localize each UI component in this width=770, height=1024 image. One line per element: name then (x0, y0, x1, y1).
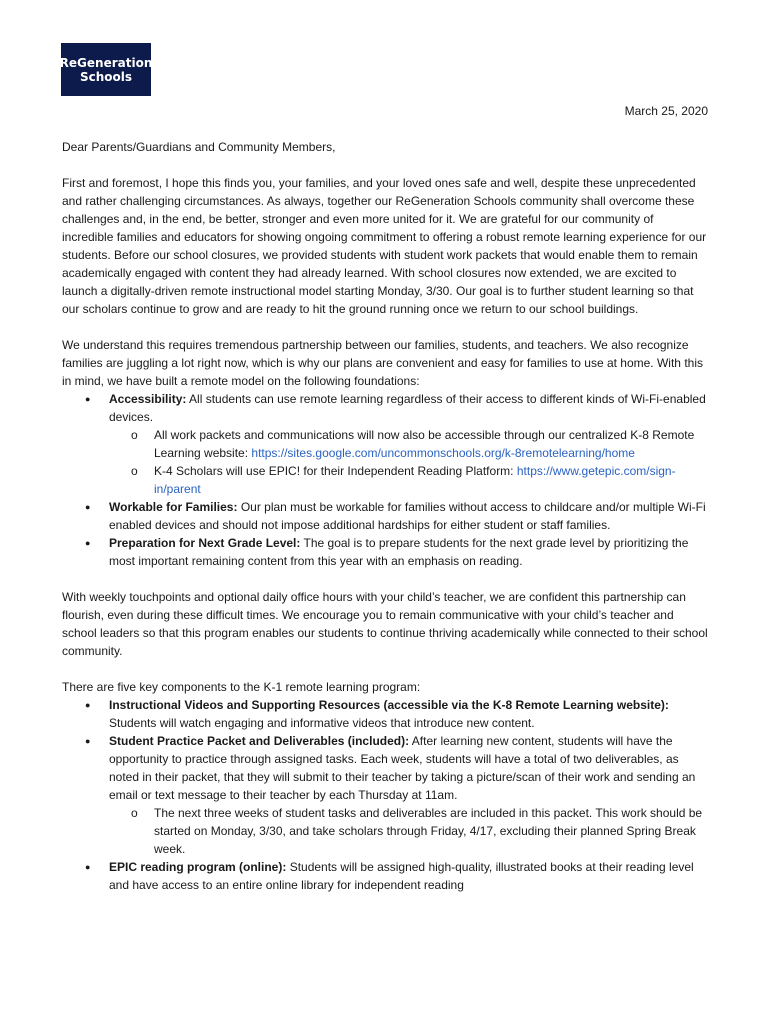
components-list (62, 696, 708, 894)
logo-line-2: Schools (79, 69, 133, 84)
list-item (62, 498, 708, 534)
foundations-list (62, 390, 708, 570)
sub-list (109, 426, 708, 498)
foundation-label: Workable for Families: (109, 500, 238, 514)
component-text: After learning new content, students will have the opportunity to practice through assigned tasks. Each week, students will have a total of two deliverables, as noted in their packet, that they will submit to their teacher by taking a picture/scan of their work and sending an email or text message to their teacher by each Thursday at 11am. (109, 734, 696, 802)
list-item (62, 696, 708, 732)
remote-learning-website-link[interactable]: https://sites.google.com/uncommonschools.org/k-8remotelearning/home (251, 446, 635, 460)
foundation-text: All students can use remote learning regardless of their access to different kinds of Wi-Fi-enabled devices. (109, 392, 706, 424)
foundation-label: Preparation for Next Grade Level: (109, 536, 301, 550)
component-label: Student Practice Packet and Deliverables (included): (109, 734, 410, 748)
component-text: Students will be assigned high-quality, illustrated books at their reading level and have access to an entire online library for independent reading (109, 860, 694, 892)
foundation-text: Our plan must be workable for families without access to childcare and/or multiple Wi-Fi enabled devices and should not impose additional hardships for either student or staff families. (109, 500, 706, 532)
sub-item-text: The next three weeks of student tasks and deliverables are included in this packet. This work should be started on Monday, 3/30, and take scholars through Friday, 4/17, excluding their planned Spring Break week. (154, 806, 703, 856)
foundation-label: Accessibility: (109, 392, 187, 406)
foundation-text: The goal is to prepare students for the next grade level by prioritizing the most important remaining content from this year with an emphasis on reading. (109, 536, 689, 568)
salutation: Dear Parents/Guardians and Community Members, (62, 140, 336, 154)
letter-date: March 25, 2020 (624, 104, 708, 118)
epic-signin-link[interactable]: https://www.getepic.com/sign-in/parent (154, 464, 676, 496)
list-item (62, 858, 708, 894)
sub-list-item (109, 462, 708, 498)
paragraph-touchpoints: With weekly touchpoints and optional daily office hours with your child’s teacher, we are confident this partnership can flourish, even during these difficult times. We encourage you to remain communicative with your child’s teacher and school leaders so that this program enables our students to continue thriving academically while connected to their school community. (62, 590, 708, 658)
list-item (62, 534, 708, 570)
sub-list-item (109, 426, 708, 462)
component-label: EPIC reading program (online): (109, 860, 287, 874)
component-text: Students will watch engaging and informative videos that introduce new content. (109, 716, 535, 730)
logo-line-1: ReGeneration (59, 55, 153, 70)
paragraph-components-intro: There are five key components to the K-1 remote learning program: (62, 680, 421, 694)
letter-body (62, 100, 708, 912)
sub-list-item (109, 804, 708, 858)
sub-list (109, 804, 708, 858)
sub-item-text: All work packets and communications will now also be accessible through our centralized K-8 Remote Learning website: (154, 428, 695, 460)
component-label: Instructional Videos and Supporting Resources (accessible via the K-8 Remote Learning website): (109, 698, 669, 712)
paragraph-intro: First and foremost, I hope this finds you, your families, and your loved ones safe and well, despite these unprecedented and rather challenging circumstances. As always, together our ReGeneration Schools community shall overcome these challenges and, in the end, be better, stronger and even more united for it. We are grateful for our community of incredible families and educators for showing ongoing commitment to offering a robust remote learning experience for our students. Before our school closures, we provided students with student work packets that would enable them to remain academically engaged with content they had already learned. With school closures now extended, we are excited to launch a digitally-driven remote instructional model starting Monday, 3/30. Our goal is to further student learning so that our scholars continue to grow and are ready to hit the ground running once we return to our school buildings. (62, 176, 707, 316)
regeneration-schools-logo (61, 43, 151, 96)
paragraph-partnership: We understand this requires tremendous partnership between our families, students, and teachers. We also recognize families are juggling a lot right now, which is why our plans are convenient and easy for families to use at home. With this in mind, we have built a remote model on the following foundations: (62, 338, 703, 388)
sub-item-text: K-4 Scholars will use EPIC! for their Independent Reading Platform: (154, 464, 517, 478)
list-item (62, 390, 708, 498)
list-item (62, 732, 708, 858)
